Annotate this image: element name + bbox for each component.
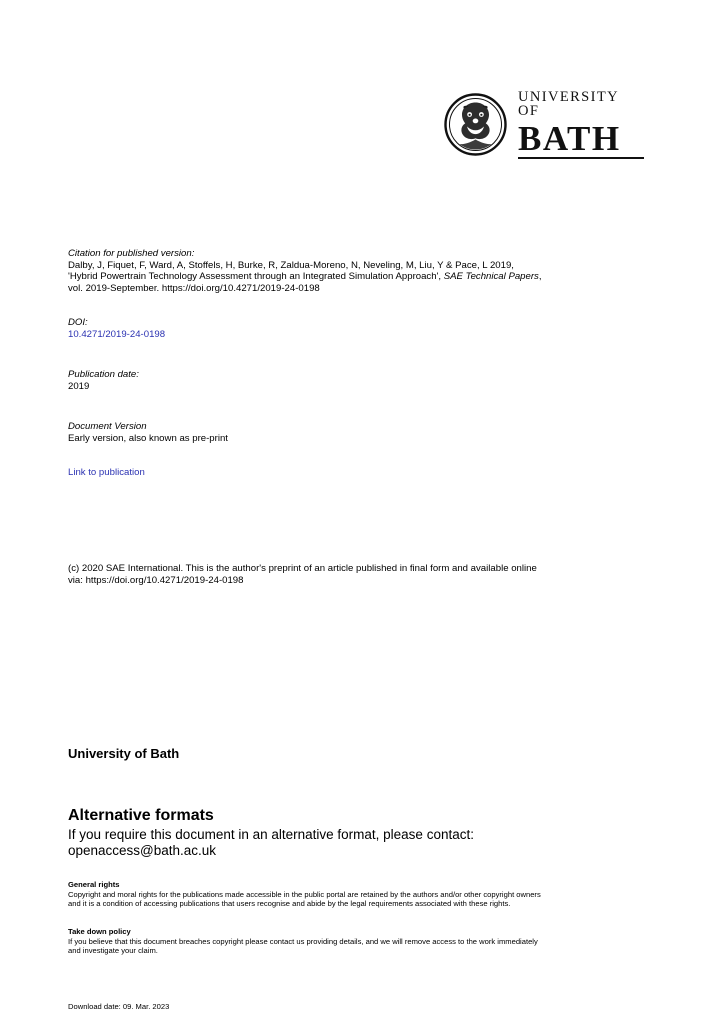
citation-label: Citation for published version: bbox=[68, 248, 195, 259]
document-version-label: Document Version bbox=[68, 421, 147, 432]
citation-authors: Dalby, J, Fiquet, F, Ward, A, Stoffels, H, Burke, R, Zaldua-Moreno, N, Neveling, M, Liu, Y & Pace, L 2019, bbox=[68, 259, 514, 271]
doi-block bbox=[68, 317, 676, 340]
publication-date-label: Publication date: bbox=[68, 369, 139, 380]
doi-label: DOI: bbox=[68, 317, 88, 328]
citation-block bbox=[68, 248, 676, 294]
link-to-publication[interactable]: Link to publication bbox=[68, 467, 145, 478]
wordmark-university: UNIVERSITY OF bbox=[518, 88, 619, 119]
general-rights-line-2: and it is a condition of accessing publications that users recognise and abide by the legal requirements associated with these rights. bbox=[68, 898, 511, 908]
alternative-formats-block bbox=[68, 806, 676, 859]
takedown-policy-line-1: If you believe that this document breaches copyright please contact us providing details, and we will remove access to the work immediately bbox=[68, 936, 538, 946]
copyright-note-line-2: via: https://doi.org/10.4271/2019-24-0198 bbox=[68, 575, 244, 587]
document-version-value: Early version, also known as pre-print bbox=[68, 432, 228, 444]
university-name: University of Bath bbox=[68, 746, 180, 761]
citation-journal: SAE Technical Papers bbox=[443, 271, 539, 283]
university-crest-icon bbox=[444, 93, 507, 156]
doi-link[interactable]: 10.4271/2019-24-0198 bbox=[68, 328, 166, 340]
link-to-publication-block bbox=[68, 467, 676, 479]
publication-date-block bbox=[68, 369, 676, 392]
publication-date-value: 2019 bbox=[68, 380, 90, 392]
university-logo bbox=[444, 88, 644, 160]
takedown-policy-line-2: and investigate your claim. bbox=[68, 945, 158, 955]
general-rights-block bbox=[68, 880, 680, 908]
citation-title-line bbox=[68, 271, 676, 283]
document-version-block bbox=[68, 421, 676, 444]
alternative-formats-heading: Alternative formats bbox=[68, 807, 214, 824]
general-rights-heading: General rights bbox=[68, 880, 120, 889]
takedown-policy-block bbox=[68, 927, 680, 955]
alternative-formats-text: If you require this document in an alternative format, please contact: bbox=[68, 827, 474, 842]
citation-journal-tail: , bbox=[538, 271, 542, 283]
copyright-note-line-1: (c) 2020 SAE International. This is the author's preprint of an article published in final form and available online bbox=[68, 563, 537, 574]
university-wordmark bbox=[518, 90, 644, 159]
citation-title: 'Hybrid Powertrain Technology Assessment through an Integrated Simulation Approach', bbox=[68, 271, 442, 283]
citation-volume: vol. 2019-September. https://doi.org/10.4271/2019-24-0198 bbox=[68, 282, 320, 294]
alternative-formats-email[interactable]: openaccess@bath.ac.uk bbox=[68, 843, 217, 858]
wordmark-bath: BATH bbox=[518, 121, 644, 159]
copyright-note-block bbox=[68, 563, 676, 588]
takedown-policy-heading: Take down policy bbox=[68, 927, 131, 936]
download-date: Download date: 09. Mar. 2023 bbox=[68, 1002, 170, 1011]
general-rights-line-1: Copyright and moral rights for the publications made accessible in the public portal are retained by the authors and/or other copyright owners bbox=[68, 889, 541, 899]
